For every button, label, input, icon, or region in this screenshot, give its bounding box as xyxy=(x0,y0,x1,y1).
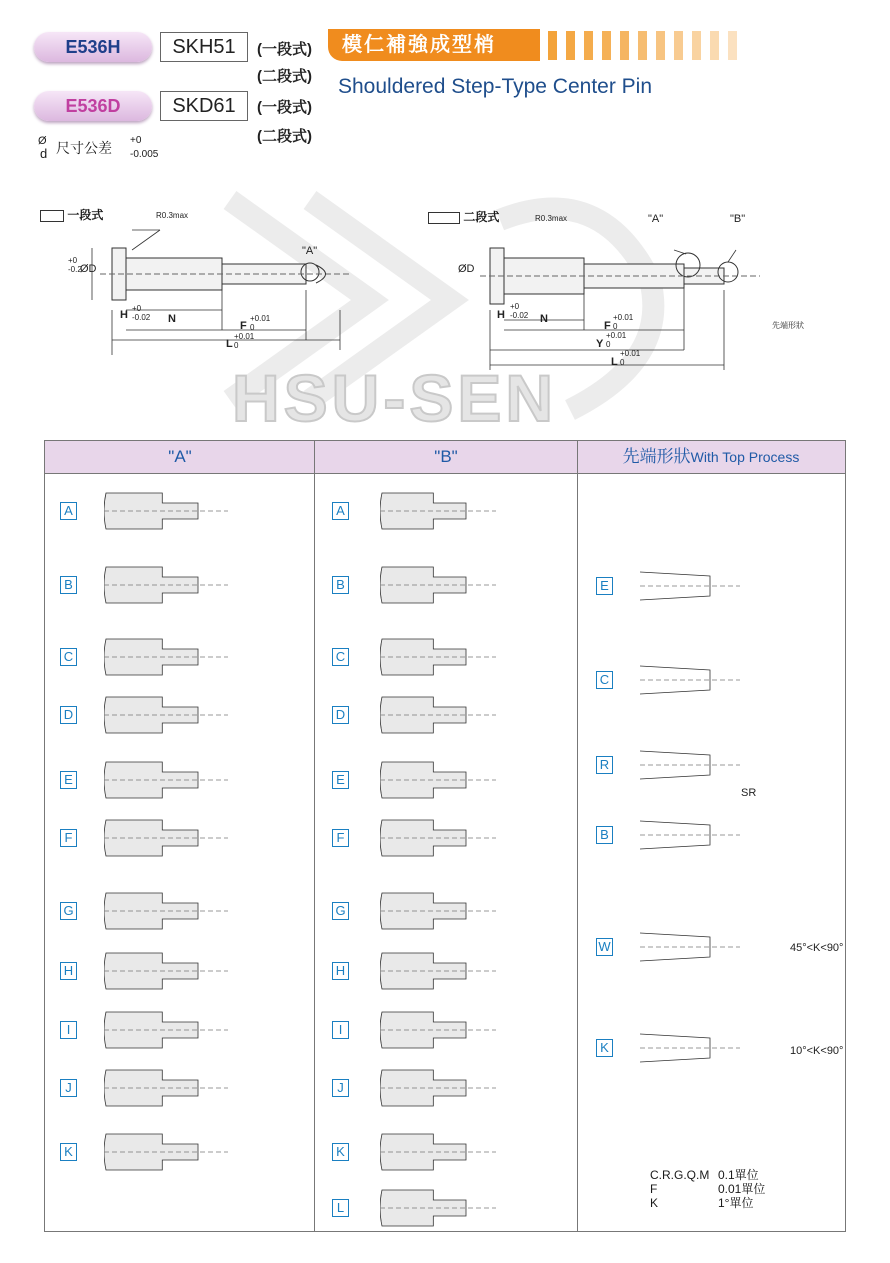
dim-f2-tol: +0.01 0 xyxy=(613,313,634,331)
column-divider xyxy=(314,441,315,1231)
row-label-a-j: J xyxy=(60,1079,77,1097)
pin-sketch-b xyxy=(380,949,506,993)
row-label-b-l: L xyxy=(332,1199,349,1217)
column-header-b: "B" xyxy=(315,441,577,474)
pin-sketch-b xyxy=(380,635,506,679)
material-skh51: SKH51 xyxy=(160,32,248,62)
row-label-b-d: D xyxy=(332,706,349,724)
detail-a-callout: "A" xyxy=(302,245,318,257)
watermark-text: HSU-SEN xyxy=(232,361,558,435)
row-label-a-e: E xyxy=(60,771,77,789)
step-type-2a: (一段式) xyxy=(257,99,312,116)
dim-h2-tol: +0 -0.02 xyxy=(510,302,529,320)
dim-l2-tol: +0.01 0 xyxy=(620,349,641,367)
banner-stripe xyxy=(602,31,611,60)
diagram-two-label: 二段式 xyxy=(428,208,499,225)
row-label-a-h: H xyxy=(60,962,77,980)
banner-stripe xyxy=(584,31,593,60)
pin-sketch-b xyxy=(380,1008,506,1052)
banner-stripe xyxy=(656,31,665,60)
banner-stripe xyxy=(692,31,701,60)
step-type-2b: (二段式) xyxy=(257,128,312,145)
row-label-tip-r: R xyxy=(596,756,613,774)
column-header-tip: 先端形狀With Top Process xyxy=(577,441,845,474)
w-angle-range: 45°<K<90° xyxy=(790,942,844,954)
pin-sketch-b xyxy=(380,693,506,737)
dim-h-label: H xyxy=(120,309,128,321)
column-divider xyxy=(577,441,578,1231)
code-e536d-badge: E536D xyxy=(34,91,152,121)
diagram-two-r-note: R0.3max xyxy=(535,214,568,223)
banner-stripe xyxy=(710,31,719,60)
tip-sketch xyxy=(640,927,770,967)
row-label-b-g: G xyxy=(332,902,349,920)
column-header-a: "A" xyxy=(45,441,315,474)
pin-sketch-a xyxy=(104,489,238,533)
pin-sketch-a xyxy=(104,693,238,737)
row-label-a-d: D xyxy=(60,706,77,724)
tolerance-label: 尺寸公差 xyxy=(56,140,112,156)
dim-f2-label: F xyxy=(604,320,611,332)
unit-notes xyxy=(650,1168,765,1210)
pin-sketch-a xyxy=(104,816,238,860)
step-type-1a: (一段式) xyxy=(257,41,312,58)
dim-h-tol: +0 -0.02 xyxy=(132,304,151,322)
tip-sketch xyxy=(640,815,770,855)
row-label-b-a: A xyxy=(332,502,349,520)
row-label-tip-k: K xyxy=(596,1039,613,1057)
pin-sketch-a xyxy=(104,1066,238,1110)
dim-y-tol: +0.01 0 xyxy=(606,331,627,349)
tip-shape-note: 先端形狀 xyxy=(772,321,804,330)
pin-sketch-a xyxy=(104,1130,238,1174)
title-english: Shouldered Step-Type Center Pin xyxy=(338,75,653,98)
row-label-tip-c: C xyxy=(596,671,613,689)
pin-sketch-a xyxy=(104,758,238,802)
row-label-b-i: I xyxy=(332,1021,349,1039)
pin-sketch-b xyxy=(380,1066,506,1110)
row-label-tip-b: B xyxy=(596,826,613,844)
pin-sketch-b xyxy=(380,758,506,802)
detail-a-callout-2: "A" xyxy=(648,213,664,225)
pin-sketch-a xyxy=(104,1008,238,1052)
unit-note-row: F 0.01單位 xyxy=(650,1182,766,1196)
row-label-b-f: F xyxy=(332,829,349,847)
dim-n2-label: N xyxy=(540,313,548,325)
banner-stripe xyxy=(638,31,647,60)
dim-l-tol: +0.01 0 xyxy=(234,332,255,350)
diagram-one-label: 一段式 xyxy=(40,206,103,223)
row-label-b-b: B xyxy=(332,576,349,594)
banner-stripe xyxy=(674,31,683,60)
diagram-one-r-note: R0.3max xyxy=(156,211,189,220)
row-label-a-a: A xyxy=(60,502,77,520)
dim-f-tol: +0.01 0 xyxy=(250,314,271,332)
tip-sketch xyxy=(640,566,770,606)
row-label-a-c: C xyxy=(60,648,77,666)
title-banner: 模仁補強成型梢 xyxy=(328,29,540,61)
dim-y-label: Y xyxy=(596,338,604,350)
row-label-a-f: F xyxy=(60,829,77,847)
row-label-a-b: B xyxy=(60,576,77,594)
pin-sketch-a xyxy=(104,635,238,679)
pin-sketch-b xyxy=(380,889,506,933)
row-label-b-c: C xyxy=(332,648,349,666)
tip-sketch xyxy=(640,745,770,785)
dim-d2-label: ØD xyxy=(458,263,475,275)
pin-sketch-b xyxy=(380,489,506,533)
dim-d-tol: +0 -0.2 xyxy=(68,256,82,274)
pin-sketch-b xyxy=(380,563,506,607)
banner-stripe xyxy=(566,31,575,60)
row-label-b-j: J xyxy=(332,1079,349,1097)
dim-d-label: ØD xyxy=(80,263,97,275)
k-angle-range: 10°<K<90° xyxy=(790,1045,844,1057)
step-type-1b: (二段式) xyxy=(257,68,312,85)
detail-b-callout: "B" xyxy=(730,213,746,225)
sr-label: SR xyxy=(741,787,757,799)
row-label-b-e: E xyxy=(332,771,349,789)
row-label-b-k: K xyxy=(332,1143,349,1161)
diameter-symbol: Ø xyxy=(38,135,47,147)
unit-note-row: K 1°單位 xyxy=(650,1196,754,1210)
row-label-b-h: H xyxy=(332,962,349,980)
row-label-tip-e: E xyxy=(596,577,613,595)
row-label-a-i: I xyxy=(60,1021,77,1039)
unit-note-row: C.R.G.Q.M 0.1單位 xyxy=(650,1168,759,1182)
pin-sketch-b xyxy=(380,1186,506,1230)
tolerance-symbol: d xyxy=(40,146,48,161)
dim-l2-label: L xyxy=(611,356,618,368)
pin-sketch-a xyxy=(104,949,238,993)
tolerance-upper: +0 xyxy=(130,135,142,146)
tolerance-lower: -0.005 xyxy=(130,149,159,160)
pin-sketch-a xyxy=(104,889,238,933)
pin-sketch-a xyxy=(104,563,238,607)
material-skd61: SKD61 xyxy=(160,91,248,121)
tip-sketch xyxy=(640,660,770,700)
banner-stripe xyxy=(620,31,629,60)
banner-stripe xyxy=(548,31,557,60)
row-label-a-k: K xyxy=(60,1143,77,1161)
banner-stripe xyxy=(728,31,737,60)
diagram-one-drawing xyxy=(60,210,380,370)
tip-sketch xyxy=(640,1028,770,1068)
pin-sketch-b xyxy=(380,1130,506,1174)
pin-sketch-b xyxy=(380,816,506,860)
dim-h2-label: H xyxy=(497,309,505,321)
dim-l-label: L xyxy=(226,338,233,350)
row-label-tip-w: W xyxy=(596,938,613,956)
row-label-a-g: G xyxy=(60,902,77,920)
code-e536h-badge: E536H xyxy=(34,32,152,62)
dim-f-label: F xyxy=(240,320,247,332)
dim-n-label: N xyxy=(168,313,176,325)
